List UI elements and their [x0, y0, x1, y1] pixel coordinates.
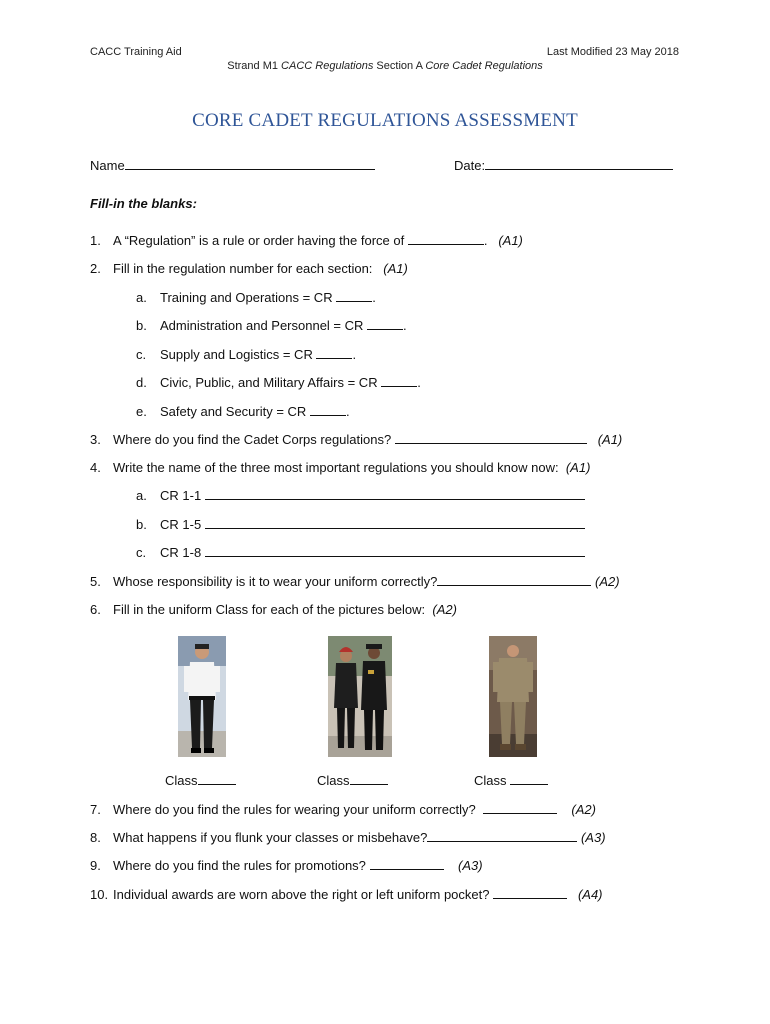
answer-blank[interactable]	[370, 858, 444, 870]
item-text: Supply and Logistics = CR	[160, 347, 313, 362]
header-sub-section: Core Cadet Regulations	[425, 60, 543, 72]
question-4a	[136, 488, 585, 503]
header-sub-middle: Section A	[373, 60, 426, 72]
item-letter: d.	[136, 375, 147, 390]
item-punct: .	[345, 404, 350, 419]
class-label-3	[474, 773, 548, 788]
class-label-text: Class	[165, 773, 198, 788]
question-5	[90, 574, 620, 589]
objective-tag: (A2)	[595, 574, 620, 589]
header-sub-prefix: Strand M1	[227, 60, 282, 72]
question-text: Whose responsibility is it to wear your uniform correctly?	[113, 574, 438, 589]
question-9	[90, 858, 483, 873]
answer-blank[interactable]	[316, 347, 352, 359]
item-letter: b.	[136, 517, 147, 532]
question-2d	[136, 375, 421, 390]
question-number: 1.	[90, 233, 101, 248]
question-number: 5.	[90, 574, 101, 589]
answer-blank[interactable]	[198, 773, 236, 785]
objective-tag: (A3)	[458, 858, 483, 873]
item-text: CR 1-5	[160, 517, 202, 532]
question-text: Where do you find the rules for wearing your uniform correctly?	[113, 802, 476, 817]
answer-blank[interactable]	[367, 318, 403, 330]
item-text: CR 1-1	[160, 488, 202, 503]
objective-tag: (A3)	[580, 830, 606, 845]
name-field[interactable]	[90, 158, 375, 173]
question-3	[90, 432, 622, 447]
answer-blank[interactable]	[381, 375, 417, 387]
question-text: Fill in the uniform Class for each of the pictures below:	[113, 602, 426, 617]
question-text: Where do you find the Cadet Corps regulations?	[113, 432, 392, 447]
date-label: Date:	[454, 158, 486, 173]
item-letter: e.	[136, 404, 147, 419]
item-letter: b.	[136, 318, 147, 333]
question-2a	[136, 290, 376, 305]
item-text: Safety and Security = CR	[160, 404, 307, 419]
answer-blank[interactable]	[205, 517, 585, 529]
objective-tag: (A2)	[432, 602, 457, 617]
answer-blank[interactable]	[205, 488, 585, 500]
class-label-1	[165, 773, 236, 788]
question-text: Write the name of the three most important regulations you should know now:	[113, 460, 559, 475]
answer-blank[interactable]	[427, 830, 577, 842]
question-number: 6.	[90, 602, 101, 617]
item-letter: a.	[136, 290, 147, 305]
date-blank[interactable]	[485, 158, 673, 170]
page-title: CORE CADET REGULATIONS ASSESSMENT	[192, 110, 578, 131]
item-text: Training and Operations = CR	[160, 290, 333, 305]
uniform-photo-2	[328, 636, 392, 757]
item-text: Civic, Public, and Military Affairs = CR	[160, 375, 378, 390]
name-label: Name	[90, 158, 125, 173]
objective-tag: (A1)	[565, 460, 591, 475]
question-number: 4.	[90, 460, 101, 475]
item-letter: c.	[136, 545, 147, 560]
question-text: Where do you find the rules for promotions?	[113, 858, 366, 873]
answer-blank[interactable]	[483, 802, 557, 814]
question-number: 8.	[90, 830, 101, 845]
answer-blank[interactable]	[493, 887, 567, 899]
answer-blank[interactable]	[395, 432, 587, 444]
question-8	[90, 830, 606, 845]
question-6	[90, 602, 457, 617]
answer-blank[interactable]	[408, 233, 484, 245]
answer-blank[interactable]	[336, 290, 372, 302]
question-text: A “Regulation” is a rule or order having the force of	[113, 233, 405, 248]
question-2e	[136, 404, 350, 419]
uniform-photo-3	[489, 636, 537, 757]
question-4	[90, 460, 590, 475]
answer-blank[interactable]	[437, 574, 591, 586]
answer-blank[interactable]	[310, 404, 346, 416]
objective-tag: (A1)	[383, 261, 408, 276]
class-label-text: Class	[474, 773, 511, 788]
question-2b	[136, 318, 407, 333]
question-number: 3.	[90, 432, 101, 447]
question-2c	[136, 347, 356, 362]
objective-tag: (A2)	[571, 802, 596, 817]
class-label-text: Class	[317, 773, 350, 788]
question-number: 9.	[90, 858, 101, 873]
header-left: CACC Training Aid	[90, 46, 182, 58]
item-letter: c.	[136, 347, 147, 362]
objective-tag: (A1)	[498, 233, 523, 248]
objective-tag: (A4)	[577, 887, 603, 902]
answer-blank[interactable]	[350, 773, 388, 785]
item-punct: .	[417, 375, 421, 390]
question-4c	[136, 545, 585, 560]
question-text: Fill in the regulation number for each section:	[113, 261, 373, 276]
item-letter: a.	[136, 488, 147, 503]
question-number: 2.	[90, 261, 101, 276]
item-punct: .	[403, 318, 407, 333]
question-text: Individual awards are worn above the right or left uniform pocket?	[113, 887, 490, 902]
question-7	[90, 802, 596, 817]
answer-blank[interactable]	[205, 545, 585, 557]
date-field[interactable]	[454, 158, 673, 173]
header-subtitle	[0, 60, 770, 72]
question-2	[90, 261, 408, 276]
question-text: What happens if you flunk your classes or misbehave?	[113, 830, 428, 845]
header-sub-strand: CACC Regulations	[281, 60, 374, 72]
item-punct: .	[352, 347, 357, 362]
question-4b	[136, 517, 585, 532]
name-blank[interactable]	[125, 158, 375, 170]
class-label-2	[317, 773, 388, 788]
item-punct: .	[372, 290, 376, 305]
question-punct: .	[483, 233, 488, 248]
item-text: CR 1-8	[160, 545, 202, 560]
question-1	[90, 233, 523, 248]
answer-blank[interactable]	[510, 773, 548, 785]
uniform-photo-1	[178, 636, 226, 757]
section-heading: Fill-in the blanks:	[90, 196, 197, 211]
question-10	[90, 887, 603, 902]
question-number: 7.	[90, 802, 101, 817]
item-text: Administration and Personnel = CR	[160, 318, 364, 333]
objective-tag: (A1)	[597, 432, 623, 447]
question-number: 10.	[90, 887, 109, 902]
header-right: Last Modified 23 May 2018	[546, 46, 679, 58]
